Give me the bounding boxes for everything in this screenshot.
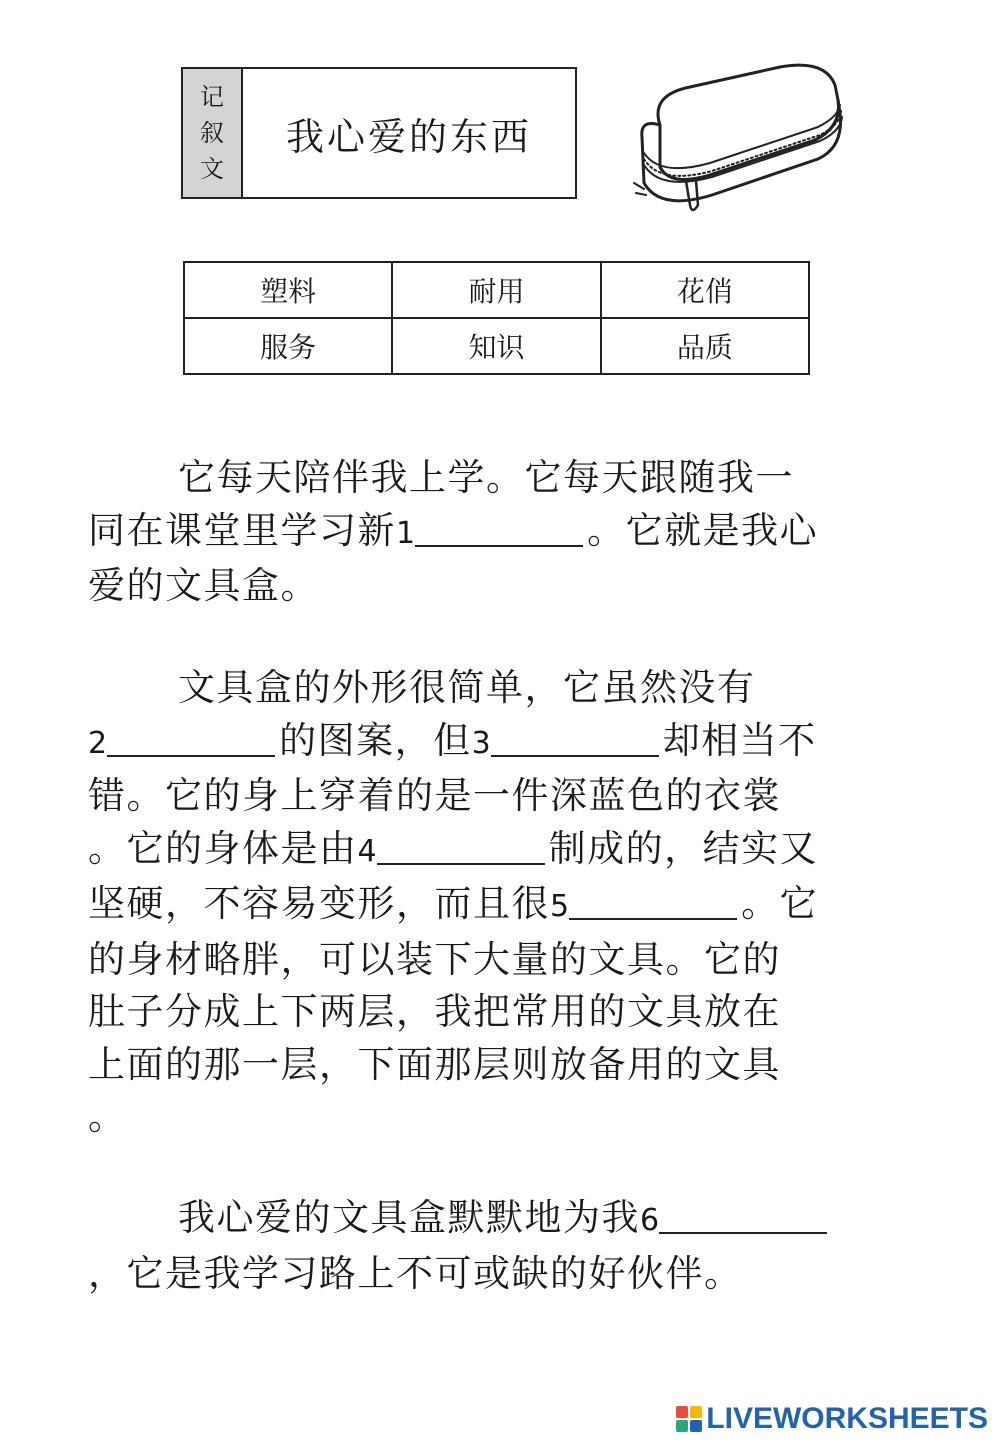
paragraph-2 bbox=[88, 662, 918, 1144]
word-bank-cell: 花俏 bbox=[601, 262, 809, 318]
text-line: 爱的文具盒。 bbox=[88, 564, 319, 607]
text-line: 它每天陪伴我上学。它每天跟随我一 bbox=[178, 456, 794, 499]
text-segment: 。它就是我心 bbox=[587, 508, 819, 552]
genre-label bbox=[183, 69, 243, 197]
pencil-case-icon bbox=[630, 55, 845, 220]
blank-4-input[interactable] bbox=[377, 825, 545, 865]
title-box bbox=[181, 67, 577, 199]
text-line: 肚子分成上下两层，我把常用的文具放在 bbox=[88, 990, 781, 1033]
text-segment: 制成的，结实又 bbox=[548, 826, 819, 870]
text-line bbox=[88, 715, 918, 771]
liveworksheets-logo-icon bbox=[676, 1406, 702, 1432]
text-line: 文具盒的外形很简单，它虽然没有 bbox=[178, 666, 756, 709]
genre-char: 叙 bbox=[200, 119, 224, 147]
genre-char: 文 bbox=[200, 155, 224, 183]
text-segment: 。它的身体是由 bbox=[88, 826, 358, 870]
text-line bbox=[88, 823, 918, 879]
brand-footer[interactable] bbox=[676, 1402, 988, 1436]
paragraph-3 bbox=[88, 1192, 918, 1300]
word-bank-cell: 耐用 bbox=[392, 262, 600, 318]
logo-tile bbox=[690, 1406, 702, 1418]
blank-number: 4 bbox=[357, 833, 377, 869]
blank-number: 3 bbox=[471, 725, 491, 761]
word-bank-cell: 知识 bbox=[392, 318, 600, 374]
paragraph-1 bbox=[88, 452, 918, 613]
word-bank-table bbox=[183, 261, 810, 375]
word-bank-cell: 品质 bbox=[601, 318, 809, 374]
text-line: 的身材略胖，可以装下大量的文具。它的 bbox=[88, 937, 781, 981]
text-segment: 坚硬，不容易变形，而且很 bbox=[88, 882, 550, 925]
blank-6-input[interactable] bbox=[659, 1194, 827, 1234]
text-segment: 我心爱的文具盒默默地为我 bbox=[178, 1196, 640, 1239]
table-row bbox=[184, 262, 809, 318]
word-bank-cell: 服务 bbox=[184, 318, 392, 374]
text-segment: 。它 bbox=[741, 882, 819, 925]
blank-5-input[interactable] bbox=[569, 880, 737, 920]
text-segment: 的图案，但 bbox=[279, 718, 472, 762]
blank-number: 6 bbox=[640, 1203, 660, 1238]
logo-tile bbox=[690, 1420, 702, 1432]
word-bank-cell: 塑料 bbox=[184, 262, 392, 318]
brand-name: LIVEWORKSHEETS bbox=[706, 1402, 988, 1435]
table-row bbox=[184, 318, 809, 374]
logo-tile bbox=[676, 1406, 688, 1418]
blank-1-input[interactable] bbox=[415, 507, 583, 547]
genre-char: 记 bbox=[200, 83, 224, 111]
text-segment: 却相当不 bbox=[662, 718, 817, 762]
text-line: 。 bbox=[88, 1095, 127, 1138]
text-line bbox=[88, 505, 918, 561]
blank-number: 5 bbox=[550, 889, 570, 924]
text-line bbox=[88, 878, 918, 934]
text-line: 错。它的身上穿着的是一件深蓝色的衣裳 bbox=[88, 774, 781, 817]
text-line: ，它是我学习路上不可或缺的好伙伴。 bbox=[88, 1251, 743, 1295]
blank-2-input[interactable] bbox=[107, 717, 275, 757]
blank-number: 2 bbox=[88, 725, 108, 761]
logo-tile bbox=[676, 1420, 688, 1432]
text-line: 上面的那一层，下面那层则放备用的文具 bbox=[88, 1042, 781, 1086]
blank-number: 1 bbox=[396, 515, 416, 551]
page-title: 我心爱的东西 bbox=[285, 114, 532, 159]
text-segment: 同在课堂里学习新 bbox=[88, 508, 396, 552]
blank-3-input[interactable] bbox=[491, 717, 659, 757]
text-line bbox=[88, 1192, 918, 1248]
